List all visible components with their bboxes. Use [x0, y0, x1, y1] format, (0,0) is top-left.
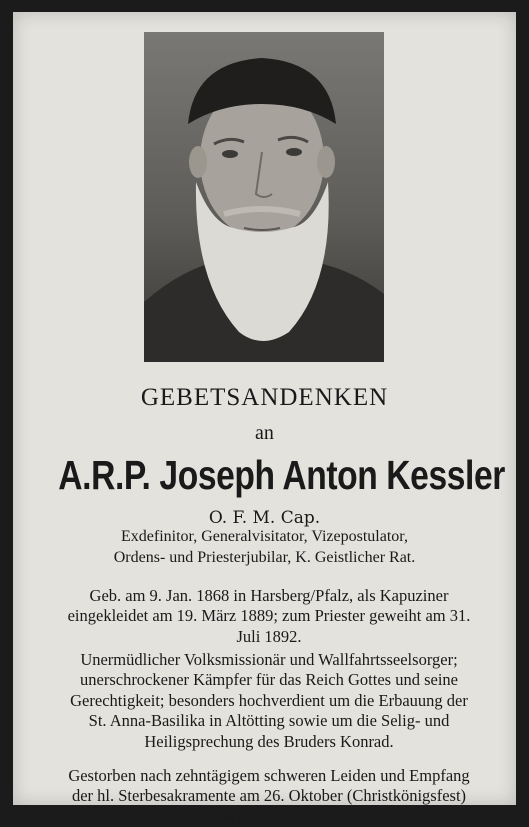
memorial-card: [13, 12, 516, 805]
portrait-illustration: [144, 32, 384, 362]
dedication-word: an: [13, 422, 516, 445]
titles-line-2: Ordens- und Priesterjubilar, K. Geistlicher Rat.: [13, 549, 516, 567]
religious-order: O. F. M. Cap.: [13, 508, 516, 528]
eulogy-paragraph: Unermüdlicher Volksmissionär und Wallfahrtsseelsorger; unerschrockener Kämpfer für das Reich Gottes und seine Gerechtigkeit; besonders hochverdient um die Erbauung der St. Anna-Basilika in Altötting sowie um die Selig- und Heiligsprechung des Bruders Konrad.: [63, 650, 475, 753]
portrait-photo: [144, 32, 384, 362]
card-heading: GEBETSANDENKEN: [13, 384, 516, 412]
birth-paragraph: Geb. am 9. Jan. 1868 in Harsberg/Pfalz, als Kapuziner eingekleidet am 19. März 1889; zum Priester geweiht am 31. Juli 1892.: [63, 586, 475, 648]
titles-line-1: Exdefinitor, Generalvisitator, Vizepostulator,: [13, 528, 516, 546]
deceased-name: A.R.P. Joseph Anton Kessler: [58, 452, 470, 499]
death-paragraph: Gestorben nach zehntägigem schweren Leiden und Empfang der hl. Sterbesakramente am 26. Oktober (Christkönigsfest) 1947 in Altötting.: [63, 766, 475, 827]
